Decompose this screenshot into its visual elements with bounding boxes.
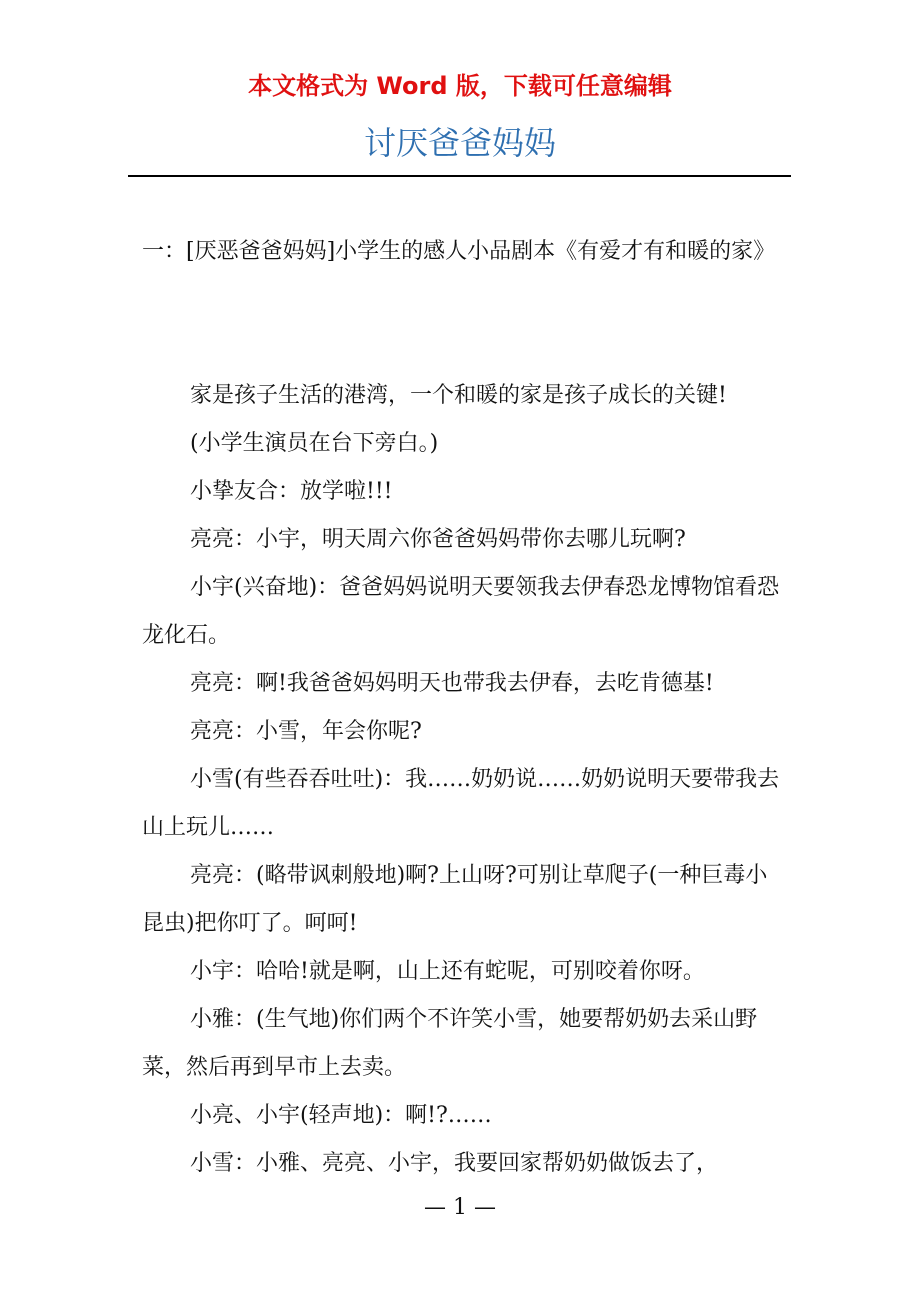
- paragraph: 亮亮：(略带讽刺般地)啊?上山呀?可别让草爬子(一种巨毒小昆虫)把你叮了。呵呵!: [142, 863, 768, 936]
- title-divider: [128, 175, 791, 177]
- paragraph: 亮亮：小雪，年会你呢?: [190, 719, 422, 744]
- paragraph: 小宇(兴奋地)：爸爸妈妈说明天要领我去伊春恐龙博物馆看恐龙化石。: [142, 575, 780, 648]
- document-title: 讨厌爸爸妈妈: [363, 124, 556, 162]
- paragraph: 家是孩子生活的港湾，一个和暖的家是孩子成长的关键!: [190, 383, 727, 408]
- download-notice: 本文格式为 Word 版，下载可任意编辑: [248, 72, 672, 100]
- paragraph: 小亮、小宇(轻声地)：啊!?……: [190, 1103, 492, 1128]
- paragraph: 亮亮：啊!我爸爸妈妈明天也带我去伊春，去吃肯德基!: [190, 671, 714, 696]
- paragraph: 小挚友合：放学啦!!!: [190, 479, 393, 504]
- paragraph: 小雪(有些吞吞吐吐)：我……奶奶说……奶奶说明天要带我去山上玩儿……: [142, 767, 780, 840]
- paragraph: 小雅：(生气地)你们两个不许笑小雪，她要帮奶奶去采山野菜，然后再到早市上去卖。: [142, 1007, 758, 1080]
- page-number: — 1 —: [424, 1195, 496, 1220]
- document-body: [142, 372, 782, 1188]
- paragraph: 小雪：小雅、亮亮、小宇，我要回家帮奶奶做饭去了，: [190, 1151, 719, 1176]
- section-heading: 一：[厌恶爸爸妈妈]小学生的感人小品剧本《有爱才有和暖的家》: [142, 239, 776, 264]
- paragraph: 小宇：哈哈!就是啊，山上还有蛇呢，可别咬着你呀。: [190, 959, 705, 984]
- paragraph: 亮亮：小宇，明天周六你爸爸妈妈带你去哪儿玩啊?: [190, 527, 686, 552]
- paragraph: (小学生演员在台下旁白。): [190, 431, 439, 456]
